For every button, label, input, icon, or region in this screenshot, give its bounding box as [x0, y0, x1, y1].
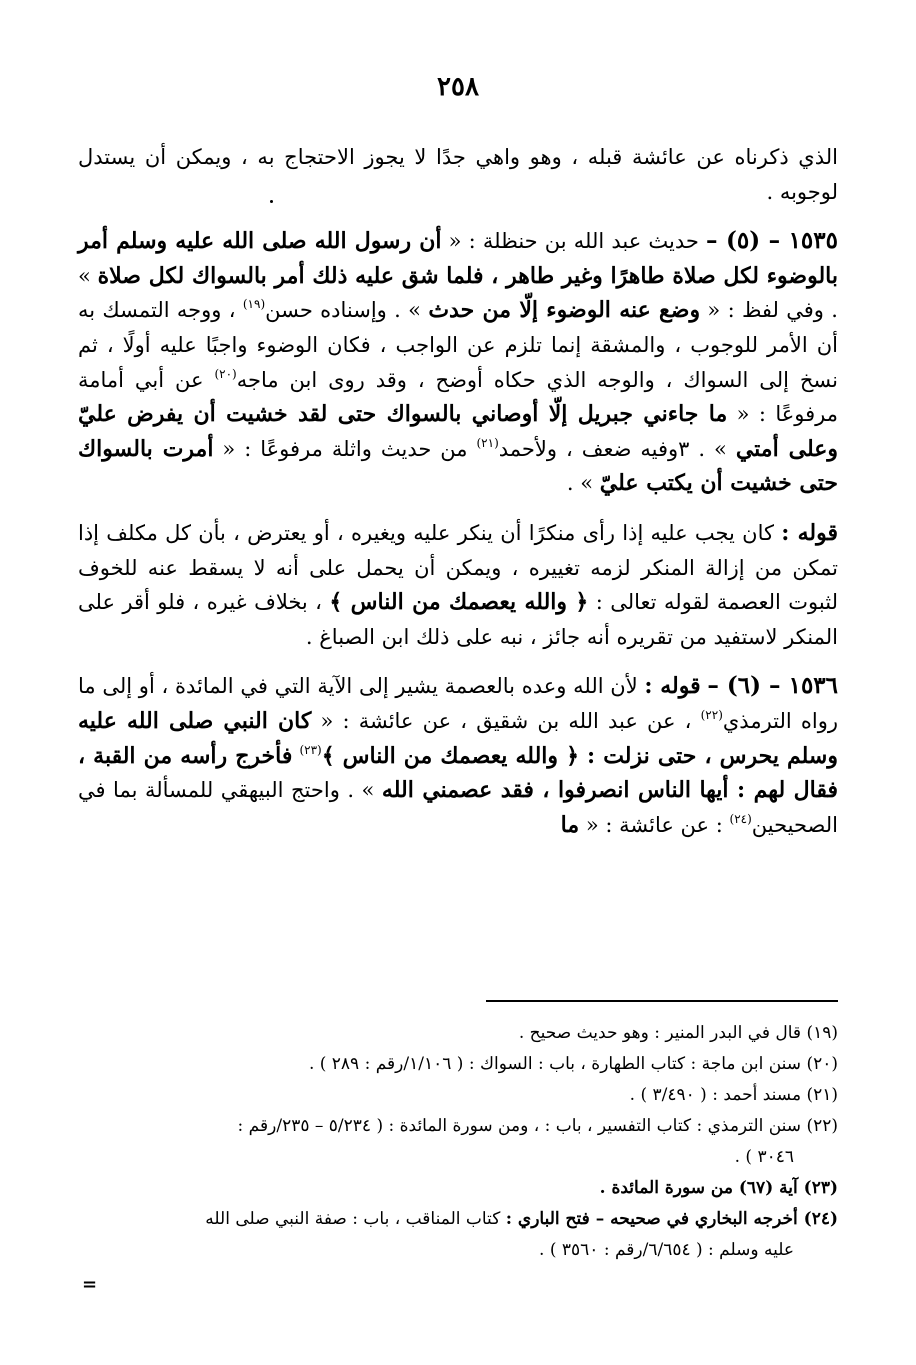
text: ، بخلاف غيره ، فلو أقر على المنكر لاستفيد من تقريره أنه جائز ، نبه على ذلك ابن الصباغ . [78, 590, 838, 649]
footnote-divider [486, 1000, 838, 1002]
footnote-21 [78, 1080, 838, 1111]
text: » . [566, 471, 594, 496]
quran-quote: ﴿ والله يعصمك من الناس ﴾ [329, 589, 589, 616]
footnote-ref[interactable]: (١٩) [242, 297, 266, 312]
footnote-19 [78, 1018, 838, 1049]
text: » . ٣وفيه ضعف ، ولأحمد [498, 436, 727, 461]
text: ، ووجه التمسك به أن الأمر للوجوب ، والمشقة إنما تلزم عن الواجب ، فكان الوضوء واجبًا عليه أولًا ، ثم نسخ إلى السواك ، والوجه الذي حكاه أوضح ، وقد روى ابن ماجه [78, 298, 838, 392]
text: كان يجب عليه إذا رأى منكرًا أن ينكر عليه ويغيره ، أو يعترض ، بأن كل مكلف إذا تمكن من إزالة المنكر لزمه تغييره ، ويمكن أن يحمل على أنه لا يسقط عنه للخوف لثبوت العصمة لقوله تعالى : [78, 520, 838, 615]
footnote-20 [78, 1049, 838, 1080]
hadith-quote: كان النبي صلى الله عليه وسلم يحرس ، حتى نزلت : ﴿ والله يعصمك من الناس ﴾ [78, 707, 838, 769]
paragraph-1 [78, 140, 838, 209]
main-text [78, 140, 838, 857]
footnote-text: (٢٢) سنن الترمذي : كتاب التفسير ، باب : ، ومن سورة المائدة : ( ٥/٢٣٤ – ٢٣٥/رقم : [237, 1116, 838, 1136]
footnote-22 [78, 1111, 838, 1173]
footnote-continuation: ٣٠٤٦ ) . [734, 1147, 794, 1167]
footnote-text: كتاب المناقب ، باب : صفة النبي صلى الله [205, 1209, 501, 1229]
text: » . واحتج البيهقي للمسألة بما في الصحيحين [78, 778, 838, 837]
text: من حديث واثلة مرفوعًا : « [222, 436, 468, 461]
hadith-quote: أمرت بالسواك حتى خشيت أن يكتب عليّ [78, 435, 838, 497]
footnote-text: (٢١) مسند أحمد : ( ٣/٤٩٠ ) . [629, 1085, 838, 1105]
hadith-quote: ما جاءني جبريل إلّا أوصاني بالسواك حتى لقد خشيت أن يفرض عليّ وعلى أمتي [78, 401, 839, 462]
hadith-quote: ما [560, 811, 580, 838]
footnote-ref[interactable]: (٢٢) [700, 707, 723, 722]
hadith-number: ١٥٣٥ – (٥) – [706, 227, 838, 255]
text: عن أبي أمامة مرفوعًا : « [78, 367, 838, 427]
hadith-quote: وضع عنه الوضوء إلّا من حدث [428, 297, 701, 324]
footnote-23 [78, 1173, 838, 1204]
lemma: قوله : [781, 519, 838, 546]
page-number: ٢٥٨ [437, 72, 479, 102]
footnote-text: (٢٣) آية (٦٧) من سورة المائدة . [599, 1178, 838, 1198]
continuation-mark: = [82, 1274, 98, 1295]
hadith-number: ١٥٣٦ – (٦) – [707, 672, 839, 700]
text: حديث عبد الله بن حنظلة : « [448, 229, 699, 254]
footnote-text: (٢٠) سنن ابن ماجة : كتاب الطهارة ، باب : السواك : ( ١/١٠٦/رقم : ٢٨٩ ) . [308, 1054, 838, 1074]
paragraph-hadith-1536 [78, 669, 838, 842]
paragraph-hadith-1535 [78, 224, 838, 501]
footnotes [78, 1018, 838, 1266]
hadith-quote: فأخرج رأسه من القبة ، فقال لهم : أيها الناس انصرفوا ، فقد عصمني الله [78, 742, 838, 804]
footnote-head: (٢٤) أخرجه البخاري في صحيحه – فتح الباري : [505, 1209, 838, 1229]
text: » . وإسناده حسن [265, 298, 421, 323]
text: ، عن عبد الله بن شقيق ، عن عائشة : « [320, 708, 692, 733]
footnote-ref[interactable]: (٢٣) [299, 742, 322, 757]
text: لأن الله وعده بالعصمة يشير إلى الآية التي في المائدة ، أو إلى ما رواه الترمذي [78, 674, 839, 733]
paragraph-qawluhu [78, 516, 838, 654]
text: الذي ذكرناه عن عائشة قبله ، وهو واهي جدًا لا يجوز الاحتجاج به ، ويمكن أن يستدل لوجوبه . [78, 145, 838, 204]
text: » . وفي لفظ : « [78, 263, 838, 323]
footnote-ref[interactable]: (٢٤) [729, 811, 752, 826]
footnote-text: (١٩) قال في البدر المنير : وهو حديث صحيح . [518, 1023, 838, 1043]
footnote-ref[interactable]: (٢٠) [214, 366, 237, 381]
footnote-continuation: عليه وسلم : ( ٦/٦٥٤/رقم : ٣٥٦٠ ) . [539, 1240, 794, 1260]
footnote-24 [78, 1204, 838, 1266]
lemma: قوله : [644, 673, 701, 700]
footnote-ref[interactable]: (٢١) [476, 435, 499, 450]
text: : عن عائشة : « [585, 812, 723, 837]
hadith-quote: أن رسول الله صلى الله عليه وسلم أمر بالوضوء لكل صلاة طاهرًا وغير طاهر ، فلما شق عليه ذلك أمر بالسواك لكل صلاة [78, 228, 838, 289]
